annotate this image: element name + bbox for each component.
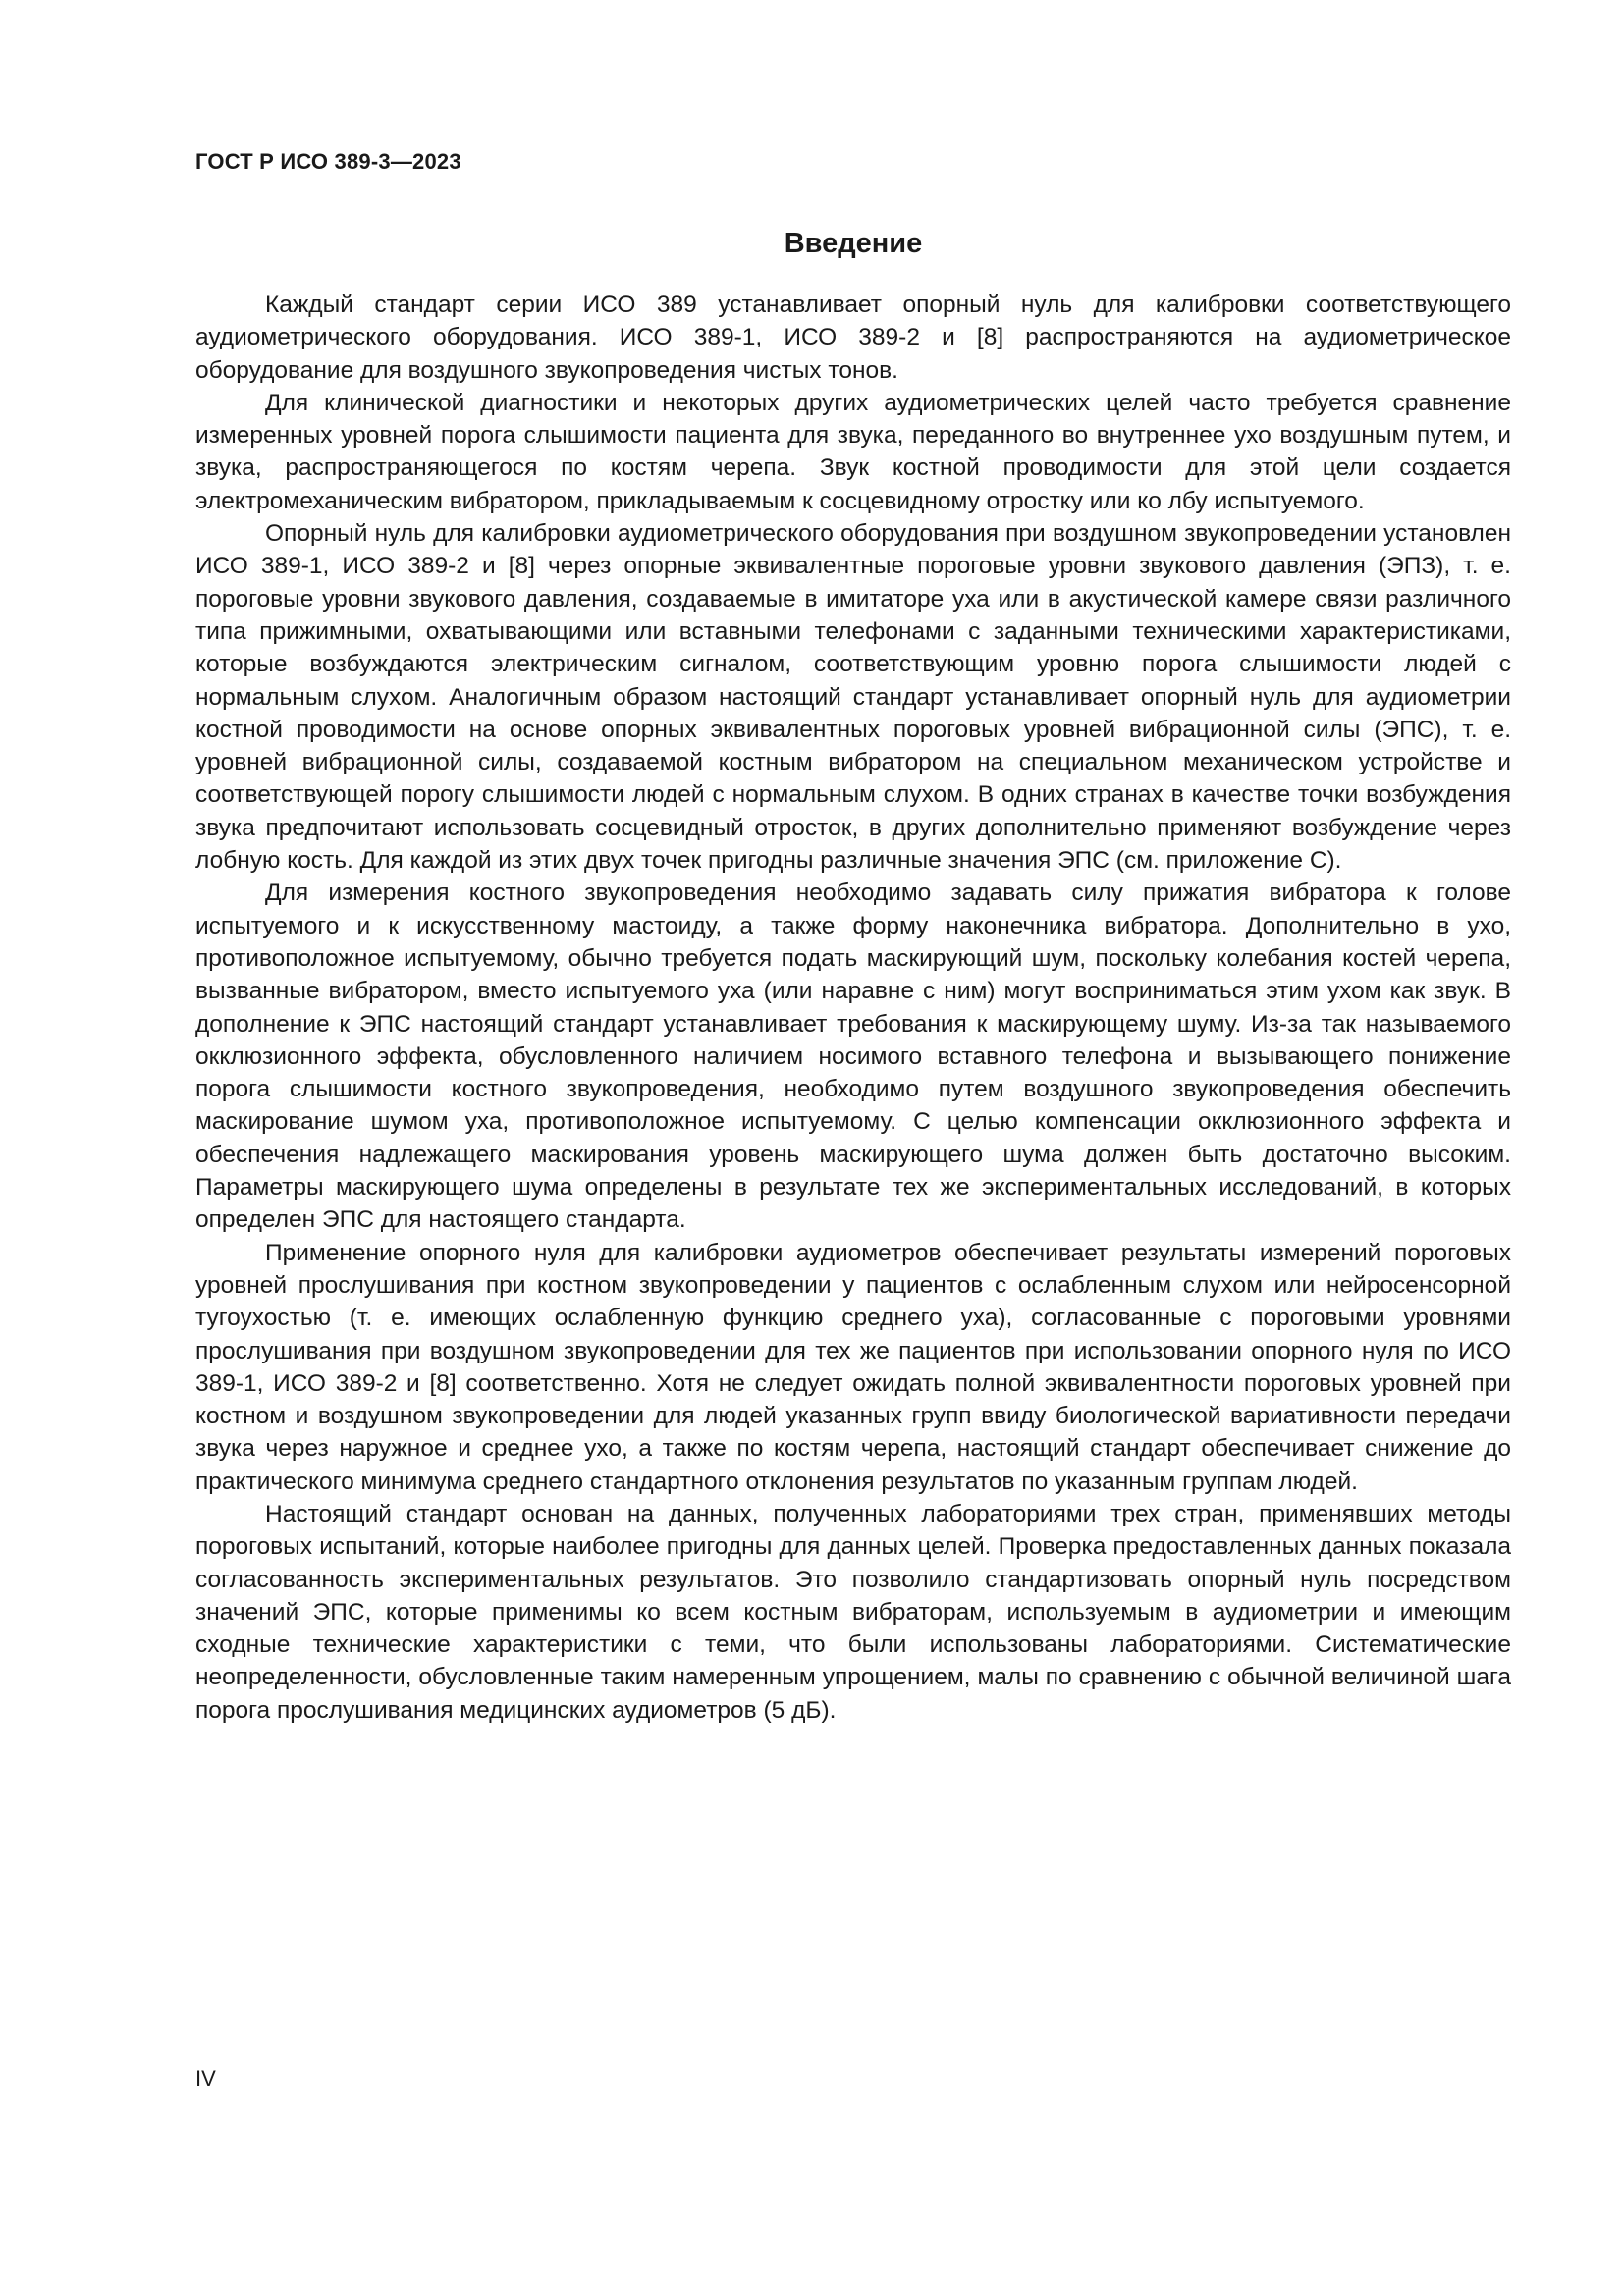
document-code-header: ГОСТ Р ИСО 389-3—2023 <box>195 149 461 174</box>
paragraph-5: Применение опорного нуля для калибровки аудиометров обеспечивает результаты измерений пороговых уровней прослушивания при костном звукопроведении у пациентов с ослабленным слухом или нейросенсорной тугоухостью (т. е. имеющих ослабленную функцию среднего уха), согласованные с пороговыми уровнями прослушивания при воздушном звукопроведении для тех же пациентов при использовании опорного нуля по ИСО 389-1, ИСО 389-2 и [8] соответственно. Хотя не следует ожидать полной эквивалентности пороговых уровней при костном и воздушном звукопроведении для людей указанных групп ввиду биологической вариативности передачи звука через наружное и среднее ухо, а также по костям черепа, настоящий стандарт обеспечивает снижение до практического минимума среднего стандартного отклонения результатов по указанным группам людей. <box>195 1239 1511 1495</box>
page-number: IV <box>195 2066 216 2091</box>
paragraph-4: Для измерения костного звукопроведения необходимо задавать силу прижатия вибратора к голове испытуемого и к искусственному мастоиду, а также форму наконечника вибратора. Дополнительно в ухо, противоположное испытуемому, обычно требуется подать маскирующий шум, поскольку колебания костей черепа, вызванные вибратором, вместо испытуемого уха (или наравне с ним) могут восприниматься этим ухом как звук. В дополнение к ЭПС настоящий стандарт устанавливает требования к маскирующему шуму. Из-за так называемого окклюзионного эффекта, обусловленного наличием носимого вставного телефона и вызывающего понижение порога слышимости костного звукопроведения, необходимо путем воздушного звукопроведения обеспечить маскирование шумом уха, противоположное испытуемому. С целью компенсации окклюзионного эффекта и обеспечения надлежащего маскирования уровень маскирующего шума должен быть достаточно высоким. Параметры маскирующего шума определены в результате тех же экспериментальных исследований, в которых определен ЭПС для настоящего стандарта. <box>195 880 1511 1234</box>
paragraph-3: Опорный нуль для калибровки аудиометрического оборудования при воздушном звукопроведении установлен ИСО 389-1, ИСО 389-2 и [8] через опорные эквивалентные пороговые уровни звукового давления (ЭПЗ), т. е. пороговые уровни звукового давления, создаваемые в имитаторе уха или в акустической камере связи различного типа прижимными, охватывающими или вставными телефонами с заданными техническими характеристиками, которые возбуждаются электрическим сигналом, соответствующим уровню порога слышимости людей с нормальным слухом. Аналогичным образом настоящий стандарт устанавливает опорный нуль для аудиометрии костной проводимости на основе опорных эквивалентных пороговых уровней вибрационной силы (ЭПС), т. е. уровней вибрационной силы, создаваемой костным вибратором на специальном механическом устройстве и соответствующей порогу слышимости людей с нормальным слухом. В одних странах в качестве точки возбуждения звука предпочитают использовать сосцевидный отросток, в других дополнительно применяют возбуждение через лобную кость. Для каждой из этих двух точек пригодны различные значения ЭПС (см. приложение С). <box>195 520 1511 875</box>
section-title: Введение <box>784 228 923 259</box>
body-text <box>195 289 1511 1727</box>
paragraph-2: Для клинической диагностики и некоторых других аудиометрических целей часто требуется сравнение измеренных уровней порога слышимости пациента для звука, переданного во внутреннее ухо воздушным путем, и звука, распространяющегося по костям черепа. Звук костной проводимости для этой цели создается электромеханическим вибратором, прикладываемым к сосцевидному отростку или ко лбу испытуемого. <box>195 389 1511 514</box>
paragraph-1: Каждый стандарт серии ИСО 389 устанавливает опорный нуль для калибровки соответствующего аудиометрического оборудования. ИСО 389-1, ИСО 389-2 и [8] распространяются на аудиометрическое оборудование для воздушного звукопроведения чистых тонов. <box>195 292 1511 384</box>
paragraph-6: Настоящий стандарт основан на данных, полученных лабораториями трех стран, применявших методы пороговых испытаний, которые наиболее пригодны для данных целей. Проверка предоставленных данных показала согласованность экспериментальных результатов. Это позволило стандартизовать опорный нуль посредством значений ЭПС, которые применимы ко всем костным вибраторам, используемым в аудиометрии и имеющим сходные технические характеристики с теми, что были использованы лабораториями. Систематические неопределенности, обусловленные таким намеренным упрощением, малы по сравнению с обычной величиной шага порога прослушивания медицинских аудиометров (5 дБ). <box>195 1500 1511 1724</box>
